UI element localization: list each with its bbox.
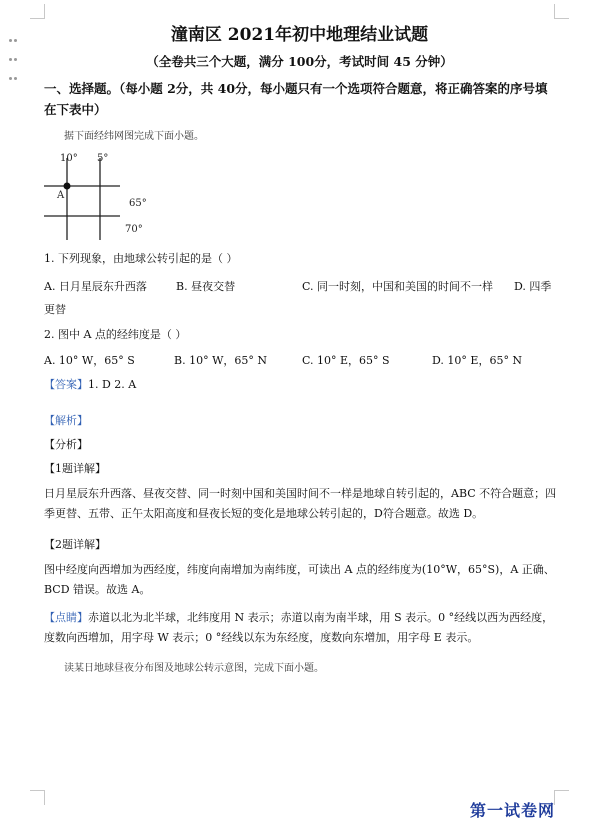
section-heading: 一、选择题。（每小题 2分，共 40分，每小题只有一个选项符合题意，将正确答案的序号填 在下表中） [44, 81, 548, 117]
q1-detail-label: 【1题详解】 [44, 462, 106, 475]
page-title: 潼南区 2021年初中地理结业试题 [170, 25, 429, 45]
longitude-label: 5° [97, 153, 109, 164]
q2-detail-label: 【2题详解】 [44, 538, 106, 551]
answer-text: 1. D 2. A [88, 378, 137, 391]
question-1-options [44, 278, 564, 296]
answer-row [44, 376, 564, 394]
site-logo: 第一试卷网 [470, 801, 556, 820]
option-b[interactable]: B. 昼夜交替 [176, 280, 236, 293]
option-a[interactable]: A. 10° W，65° S [44, 354, 135, 367]
option-b[interactable]: B. 10° W，65° N [174, 354, 267, 367]
option-d[interactable]: D. 10° E，65° N [432, 354, 523, 367]
fenxi-label: 【分析】 [44, 438, 88, 451]
dianjing-text: 赤道以北为北半球，北纬度用 N 表示；赤道以南为南半球，用 S 表示。0 °经线以西为西经度，度数向西增加，用字母 W 表示；0 °经线以东为东经度，度数向东增加，用字母 E 表示。 [44, 611, 554, 644]
dianjing-block [44, 608, 564, 648]
analysis-label: 【解析】 [44, 414, 88, 427]
option-d-continued: 更替 [44, 303, 66, 316]
page-subtitle: （全卷共三个大题，满分 100分，考试时间 45 分钟） [146, 54, 453, 69]
intro-text: 据下面经纬网图完成下面小题。 [64, 131, 204, 142]
q1-detail-text: 日月星辰东升西落、昼夜交替、同一时刻中国和美国时间不一样是地球自转引起的，ABC 不符合题意；四季更替、五带、正午太阳高度和昼夜长短的变化是地球公转引起的，D符合题意。故选 D。 [44, 487, 557, 520]
longitude-label: 10° [60, 153, 78, 164]
crop-mark-bottom-right [554, 790, 569, 805]
point-a-marker [64, 183, 71, 190]
dianjing-label: 【点睛】 [44, 611, 88, 624]
option-d[interactable]: D. 四季 [514, 280, 552, 293]
graticule-map [40, 150, 180, 245]
option-c[interactable]: C. 10° E，65° S [302, 354, 390, 367]
option-a[interactable]: A. 日月星辰东升西落 [44, 280, 147, 293]
question-2-options [44, 352, 564, 370]
crop-mark-top-right [554, 4, 569, 19]
crop-mark-bottom-left [30, 790, 45, 805]
latitude-label: 70° [125, 224, 143, 235]
crop-mark-top-left [30, 4, 45, 19]
question-1-stem: 1. 下列现象，由地球公转引起的是（ ） [44, 252, 238, 265]
question-2-stem: 2. 图中 A 点的经纬度是（ ） [44, 328, 187, 341]
option-c[interactable]: C. 同一时刻，中国和美国的时间不一样 [302, 280, 494, 293]
point-a-label: A [57, 190, 65, 201]
intro-text-2: 读某日地球昼夜分布图及地球公转示意图，完成下面小题。 [64, 663, 324, 674]
answer-label: 【答案】 [44, 378, 88, 391]
latitude-label: 65° [129, 198, 147, 209]
q2-detail-text: 图中经度向西增加为西经度，纬度向南增加为南纬度，可读出 A 点的经纬度为(10°W，65°S)，A 正确、BCD 错误。故选 A。 [44, 563, 555, 596]
